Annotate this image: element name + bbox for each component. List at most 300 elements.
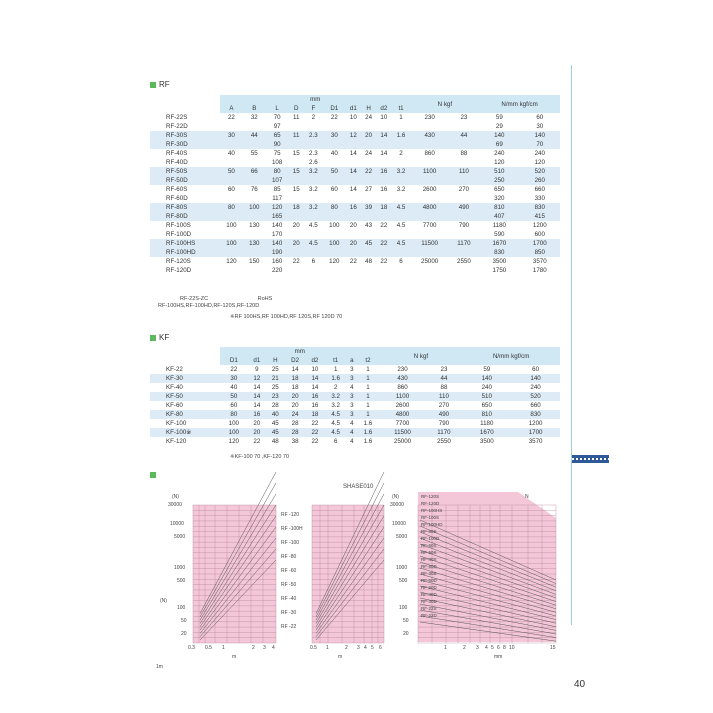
mid-x-tick-label: 1	[326, 645, 329, 651]
kf-col-header: d1	[248, 356, 266, 365]
rf-cell-d1: 12	[346, 131, 361, 140]
rf-cell-kgf: 1170	[449, 239, 479, 248]
kf-cell-n: 860	[397, 384, 408, 391]
mid-y-tick-label: 1000	[396, 565, 408, 571]
right-graph-label: RF-50S	[421, 550, 437, 555]
rf-cell-kgfcm: 30	[536, 123, 544, 130]
graph-footnote: 1m	[156, 664, 163, 670]
kf-cell-d2: 18	[291, 384, 299, 391]
kf-model-cell: KF-50	[150, 392, 220, 401]
kf-cell-d1: 30	[220, 374, 248, 383]
rf-cell-f: 2.6	[309, 159, 318, 166]
section-tab-marker	[572, 455, 609, 463]
kf-model-cell: KF-100※	[150, 428, 220, 437]
kf-cell-h: 25	[271, 366, 279, 373]
kf-cell-a: 3	[347, 392, 356, 401]
rf-cell-kgfcm: 830	[520, 203, 560, 212]
rf-cell-a: 100	[226, 222, 237, 229]
kf-cell-t2: 1	[366, 366, 370, 373]
left-y-tick-label: 1000	[174, 565, 186, 571]
kf-force-header: N kgf	[379, 347, 462, 365]
rf-cell-kgfcm: 140	[520, 131, 560, 140]
rf-cell-a: 22	[227, 114, 235, 121]
left-y-tick-label: 500	[177, 578, 186, 584]
kf-cell-d1: 16	[248, 410, 266, 419]
kf-cell-h: 23	[266, 392, 284, 401]
rf-model-cell: RF-80D	[150, 212, 220, 221]
rf-cell-d1: 40	[330, 150, 338, 157]
rf-cell-l: 85	[273, 186, 281, 193]
kf-cell-nmm: 1180	[480, 420, 494, 427]
rf-model-cell: RF-60S	[166, 186, 188, 193]
rf-cell-f: 6	[311, 258, 316, 265]
kf-col-header: d2	[306, 356, 324, 365]
rf-cell-a: 30	[220, 131, 243, 140]
rf-cell-d1: 50	[323, 167, 346, 176]
left-y-unit: (N)	[172, 494, 179, 500]
rf-cell-d: 20	[292, 222, 300, 229]
kf-cell-t2: 1	[366, 402, 370, 409]
right-x-tick-label: 2	[463, 645, 466, 651]
kf-cell-d1: 9	[255, 366, 259, 373]
kf-cell-d2: 14	[306, 374, 324, 383]
right-x-tick-label: 1	[444, 645, 447, 651]
rf-cell-d2: 14	[380, 150, 388, 157]
mid-x-tick-label: 3	[357, 645, 360, 651]
legend-item: RF -50	[281, 582, 297, 588]
kf-cell-d2: 18	[285, 374, 306, 383]
left-x-tick-label: 4	[272, 645, 275, 651]
kf-cell-d1: 50	[220, 392, 248, 401]
kf-cell-t2: 1.6	[363, 438, 373, 445]
rf-col-header: D1	[323, 104, 346, 113]
kf-col-header: t2	[356, 356, 379, 365]
rf-cell-t1: 4.5	[392, 239, 411, 248]
kf-cell-nmm: 140	[462, 374, 511, 383]
kf-cell-t1: 1	[333, 366, 338, 373]
rf-cell-kgfcm: 1700	[520, 239, 560, 248]
rf-cell-d2: 22	[380, 222, 388, 229]
right-x-tick-label: 6	[497, 645, 500, 651]
legend-item: RF -80	[281, 554, 297, 560]
rf-cell-t1: 6	[399, 258, 403, 265]
left-y-tick-label: 10000	[170, 521, 184, 527]
rf-cell-nmm: 140	[479, 131, 519, 140]
rf-cell-f: 4.5	[304, 239, 323, 248]
left-x-tick-label: 2	[252, 645, 255, 651]
rf-cell-b: 76	[250, 186, 258, 193]
kf-model-cell: KF-100	[166, 420, 187, 427]
rf-cell-d2: 16	[376, 167, 391, 176]
rf-cell-f: 4.5	[309, 222, 318, 229]
rf-cell-a: 60	[227, 186, 235, 193]
rf-cell-d2: 18	[376, 203, 391, 212]
rf-cell-nmm: 3500	[492, 258, 507, 265]
kf-col-header: H	[266, 356, 284, 365]
rf-cell-l: 140	[266, 239, 289, 248]
rf-cell-n: 4800	[411, 203, 449, 212]
left-y-unit-mid: (N)	[160, 598, 167, 604]
kf-cell-a: 3	[350, 402, 354, 409]
kf-cell-kgf: 88	[440, 384, 448, 391]
rf-cell-d1: 20	[349, 222, 357, 229]
rf-model-cell: RF-50D	[150, 176, 220, 185]
rf-cell-kgfcm: 850	[520, 248, 560, 257]
right-graph-label: RF-30S	[421, 571, 437, 576]
kf-cell-kgfcm: 1700	[511, 428, 560, 437]
rf-cell-d1: 14	[349, 186, 357, 193]
kf-cell-d2: 22	[311, 420, 319, 427]
kf-model-cell: KF-60	[166, 402, 183, 409]
kf-cell-kgfcm: 60	[532, 366, 540, 373]
right-graph-label: RF-30D	[421, 599, 437, 604]
kf-cell-d2: 16	[306, 392, 324, 401]
rf-cell-a: 120	[226, 258, 237, 265]
kf-cell-d1: 12	[248, 374, 266, 383]
rf-model-cell: RF-50S	[150, 167, 220, 176]
rf-cell-nmm: 407	[479, 212, 519, 221]
mid-y-tick-label: 5000	[396, 534, 408, 540]
rf-cell-l: 160	[271, 258, 283, 265]
right-graph-label: RF-120S	[421, 494, 440, 499]
rf-cell-l: 117	[272, 195, 283, 202]
mid-y-unit: (N)	[392, 494, 399, 500]
rf-cell-d: 18	[289, 203, 304, 212]
rf-cell-b: 130	[249, 222, 260, 229]
right-graph-label: RF-50D	[421, 585, 437, 590]
rf-cell-n: 2600	[422, 186, 437, 193]
graph-title: SHASE010	[343, 484, 374, 490]
rf-cell-h: 43	[365, 222, 373, 229]
kf-cell-d1: 14	[248, 392, 266, 401]
rf-cell-nmm: 510	[479, 167, 519, 176]
rf-cell-nmm: 59	[495, 114, 503, 121]
kf-cell-d1: 80	[220, 410, 248, 419]
kf-cell-t1: 4.5	[324, 410, 347, 419]
rf-col-header: L	[266, 104, 289, 113]
rf-cell-kgf: 2550	[457, 258, 471, 265]
rf-cell-kgfcm: 3570	[532, 258, 547, 265]
rf-cell-kgfcm: 600	[534, 231, 545, 238]
rf-cell-d: 15	[292, 150, 300, 157]
kf-cell-n: 7700	[395, 420, 410, 427]
rf-cell-d: 11	[289, 131, 304, 140]
kf-cell-d1: 22	[230, 366, 238, 373]
rf-cell-nmm: 830	[479, 248, 519, 257]
kf-cell-kgfcm: 3570	[528, 438, 543, 445]
page-number: 40	[574, 679, 586, 690]
kf-cell-n: 4800	[379, 410, 425, 419]
rf-cell-d: 11	[292, 114, 300, 121]
rf-cell-d2: 10	[380, 114, 388, 121]
rf-cell-kgf: 790	[458, 222, 470, 229]
rf-cell-a: 50	[220, 167, 243, 176]
left-y-tick-label: 30000	[168, 502, 182, 508]
mid-x-tick-label: 5	[371, 645, 374, 651]
rf-cell-b: 55	[250, 150, 258, 157]
kf-cell-nmm: 510	[462, 392, 511, 401]
kf-cell-t2: 1.6	[363, 420, 373, 427]
rf-note-1b: RoHS	[257, 296, 273, 302]
rf-cell-t1: 1.6	[392, 131, 411, 140]
kf-cell-d2: 28	[291, 420, 299, 427]
rf-model-cell: RF-40D	[166, 159, 188, 166]
rf-cell-n: 860	[424, 150, 435, 157]
rf-cell-d1: 100	[329, 222, 340, 229]
rf-cell-b: 32	[250, 114, 258, 121]
rf-cell-n: 430	[411, 131, 449, 140]
rf-model-cell: RF-100S	[166, 222, 191, 229]
right-graph-label: RF-100D	[421, 536, 440, 541]
rf-cell-l: 75	[273, 150, 281, 157]
left-x-unit: m	[232, 654, 237, 660]
kf-cell-t1: 3.2	[331, 402, 340, 409]
graph-legend	[279, 508, 309, 642]
rf-cell-h: 20	[361, 131, 376, 140]
rf-cell-h: 24	[365, 114, 373, 121]
rf-col-header: t1	[392, 104, 411, 113]
kf-cell-nmm: 59	[483, 366, 491, 373]
rf-model-cell: RF-80S	[150, 203, 220, 212]
rf-cell-kgfcm: 330	[534, 195, 545, 202]
rf-cell-d1: 22	[330, 114, 338, 121]
rf-cell-kgf: 88	[460, 150, 468, 157]
rf-cell-d1: 22	[349, 258, 357, 265]
rf-model-cell: RF-120D	[166, 267, 192, 274]
right-graph-label: RF-22D	[421, 613, 437, 618]
rf-cell-l: 165	[266, 212, 289, 221]
kf-cell-d1: 20	[248, 428, 266, 437]
rf-cell-kgfcm: 520	[520, 167, 560, 176]
kf-col-header: t1	[324, 356, 347, 365]
rf-cell-b: 130	[243, 239, 266, 248]
kf-cell-d1: 60	[230, 402, 238, 409]
kf-cell-kgf: 270	[438, 402, 450, 409]
kf-cell-d1: 120	[228, 438, 239, 445]
kf-cell-d1: 20	[253, 420, 261, 427]
kf-cell-a: 4	[350, 420, 354, 427]
rf-cell-f: 3.2	[304, 167, 323, 176]
kf-cell-t1: 2	[333, 384, 338, 391]
kf-model-cell: KF-22	[166, 366, 183, 373]
kf-heading-text: KF	[159, 333, 170, 342]
left-y-tick-label: 5000	[174, 534, 186, 540]
rf-cell-b: 66	[243, 167, 266, 176]
rf-heading-text: RF	[159, 80, 170, 89]
rf-cell-nmm: 1670	[479, 239, 519, 248]
kf-cell-h: 25	[271, 384, 279, 391]
rf-cell-d2: 22	[380, 258, 388, 265]
left-y-tick-label: 50	[181, 618, 187, 624]
page-edge-rule	[571, 65, 572, 625]
rf-cell-l: 107	[266, 176, 289, 185]
rf-cell-nmm: 810	[479, 203, 519, 212]
kf-cell-d2: 16	[311, 402, 319, 409]
rf-force-header: N kgf	[411, 95, 480, 113]
rf-cell-n: 7700	[422, 222, 437, 229]
right-graph-label: RF-120D	[421, 501, 440, 506]
kf-cell-t2: 1	[356, 392, 379, 401]
kf-cell-h: 45	[266, 428, 284, 437]
mid-x-unit: m	[338, 654, 343, 660]
kf-model-cell: KF-120	[166, 438, 187, 445]
rf-model-cell: RF-100D	[166, 231, 192, 238]
rf-cell-h: 39	[361, 203, 376, 212]
rf-cell-d2: 22	[376, 239, 391, 248]
kf-cell-kgf: 1170	[426, 428, 463, 437]
rf-cell-nmm: 650	[494, 186, 505, 193]
kf-cell-kgfcm: 1200	[528, 420, 543, 427]
rf-cell-h: 24	[365, 150, 373, 157]
rf-cell-nmm: 69	[479, 140, 519, 149]
legend-item: RF -100H	[281, 526, 303, 532]
mid-x-tick-label: 6	[379, 645, 382, 651]
rf-cell-kgfcm: 1780	[532, 267, 547, 274]
right-graph-label: RF-80D	[421, 564, 437, 569]
rf-cell-a: 100	[220, 239, 243, 248]
rf-cell-l: 70	[273, 114, 281, 121]
rf-cell-kgfcm: 415	[520, 212, 560, 221]
rf-cell-t1: 3.2	[392, 167, 411, 176]
kf-cell-nmm: 810	[462, 410, 511, 419]
rf-cell-d: 22	[292, 258, 300, 265]
rf-cell-l: 65	[266, 131, 289, 140]
kf-cell-kgfcm: 830	[511, 410, 560, 419]
mid-x-tick-label: 0.5	[310, 645, 317, 651]
kf-cell-t2: 1	[356, 374, 379, 383]
kf-cell-t2: 1.6	[356, 428, 379, 437]
rf-cell-a: 80	[220, 203, 243, 212]
rf-cell-kgfcm: 660	[534, 186, 545, 193]
rf-cell-d1: 14	[349, 150, 357, 157]
rf-model-cell: RF-30S	[150, 131, 220, 140]
rf-cell-f: 2	[311, 114, 316, 121]
mid-y-tick-label: 30000	[390, 502, 404, 508]
kf-cell-d1: 14	[253, 384, 261, 391]
rf-cell-kgfcm: 1200	[532, 222, 547, 229]
rf-cell-kgf: 110	[449, 167, 479, 176]
kf-cell-kgf: 790	[438, 420, 450, 427]
left-x-tick-label: 3	[263, 645, 266, 651]
left-x-tick-label: 0.5	[205, 645, 212, 651]
kf-cell-d2: 28	[285, 428, 306, 437]
kf-cell-h: 40	[266, 410, 284, 419]
kf-cell-d2: 22	[311, 438, 319, 445]
kf-cell-d1: 40	[230, 384, 238, 391]
kf-cell-d1: 100	[228, 420, 239, 427]
kf-mm-header: mm	[220, 347, 379, 356]
rf-cell-d: 15	[289, 167, 304, 176]
rf-cell-l: 120	[266, 203, 289, 212]
kf-cell-a: 4	[350, 438, 354, 445]
rf-cell-t1: 4.5	[396, 222, 406, 229]
rf-cell-kgfcm: 70	[520, 140, 560, 149]
rf-col-header: d1	[346, 104, 361, 113]
rf-cell-nmm: 590	[494, 231, 505, 238]
kf-cell-h: 48	[271, 438, 279, 445]
rf-model-cell: RF-30D	[150, 140, 220, 149]
kf-cell-d1: 100	[220, 428, 248, 437]
rf-cell-d1: 16	[346, 203, 361, 212]
rf-cell-d1: 30	[323, 131, 346, 140]
rf-cell-f: 3.2	[304, 203, 323, 212]
rf-cell-kgfcm: 60	[536, 114, 544, 121]
kf-cell-d1: 14	[253, 402, 261, 409]
left-y-tick-label: 20	[181, 631, 187, 637]
kf-cell-d2: 18	[306, 410, 324, 419]
kf-cell-a: 4	[347, 428, 356, 437]
rf-cell-t1: 1	[399, 114, 403, 121]
right-graph-label: RF-60S	[421, 543, 437, 548]
right-graph-label: RF-40D	[421, 592, 437, 597]
kf-cell-t1: 4.5	[324, 428, 347, 437]
kf-cell-nmm: 240	[481, 384, 492, 391]
rf-cell-nmm: 29	[495, 123, 503, 130]
kf-cell-kgf: 23	[440, 366, 448, 373]
rf-col-header: H	[361, 104, 376, 113]
right-graph-label: RF-40S	[421, 557, 437, 562]
rf-model-cell: RF-60D	[166, 195, 188, 202]
kf-cell-a: 3	[347, 410, 356, 419]
rf-mm-header: mm	[220, 95, 411, 104]
rf-cell-d1: 14	[346, 167, 361, 176]
kf-cell-t1: 6	[333, 438, 338, 445]
rf-col-header: B	[243, 104, 266, 113]
kf-cell-n: 11500	[379, 428, 425, 437]
kf-cell-d2: 38	[291, 438, 299, 445]
rf-cell-l: 140	[271, 222, 283, 229]
kf-cell-kgf: 44	[426, 374, 463, 383]
rf-cell-n: 11500	[411, 239, 449, 248]
rf-cell-n: 25000	[421, 258, 439, 265]
kf-cell-t1: 4.5	[331, 420, 340, 427]
kf-cell-kgf: 490	[426, 410, 463, 419]
rf-cell-nmm: 120	[494, 159, 505, 166]
rf-cell-d1: 10	[349, 114, 357, 121]
right-graph-label: RF-100S	[421, 515, 440, 520]
rf-cell-d: 20	[289, 239, 304, 248]
rf-rate-header: N/mm kgf/cm	[479, 95, 560, 113]
rf-model-cell: RF-120S	[166, 258, 191, 265]
kf-cell-a: 3	[350, 366, 354, 373]
mid-x-tick-label: 4	[364, 645, 367, 651]
rf-cell-kgf: 44	[449, 131, 479, 140]
kf-cell-t2: 1	[366, 384, 370, 391]
kf-cell-nmm: 1670	[462, 428, 511, 437]
rf-cell-nmm: 240	[494, 150, 505, 157]
rf-model-cell: RF-22D	[166, 123, 188, 130]
kf-cell-h: 28	[271, 402, 279, 409]
rf-cell-l: 220	[271, 267, 283, 274]
kf-cell-d2: 10	[311, 366, 319, 373]
kf-cell-d2: 20	[291, 402, 299, 409]
right-x-unit: mm	[494, 654, 503, 660]
right-graph-label: RF-22S	[421, 606, 437, 611]
rf-cell-kgfcm: 260	[520, 176, 560, 185]
rf-cell-d2: 14	[376, 131, 391, 140]
rf-cell-t1: 4.5	[392, 203, 411, 212]
kf-cell-t1: 3.2	[324, 392, 347, 401]
left-y-tick-label: 100	[177, 605, 186, 611]
kf-cell-d2: 20	[285, 392, 306, 401]
left-x-tick-label: 1	[222, 645, 225, 651]
kf-cell-kgf: 2550	[437, 438, 451, 445]
rf-cell-kgf: 490	[449, 203, 479, 212]
rf-cell-l: 90	[266, 140, 289, 149]
rf-col-header: d2	[376, 104, 391, 113]
kf-cell-kgfcm: 520	[511, 392, 560, 401]
rf-col-header: A	[220, 104, 243, 113]
